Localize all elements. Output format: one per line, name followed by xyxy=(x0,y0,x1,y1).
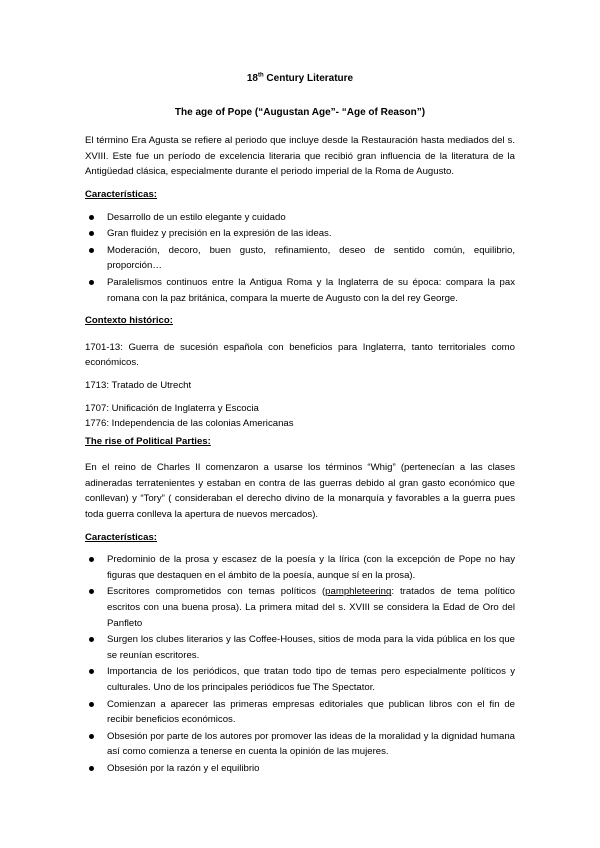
title-text: Century Literature xyxy=(263,73,354,84)
political-parties-paragraph: En el reino de Charles II comenzaron a usarse los términos “Whig” (pertenecían a las clases adineradas terratenientes y estaban en contra de las guerras debido al gran gasto económico que conllevan) y “Tory” ( consideraban el derecho divino de la monarquía y favorables a la guerra pues toda guerra conlleva la apertura de nuevos mercados). xyxy=(85,462,515,521)
bullet-icon xyxy=(89,702,94,707)
section-heading-caracteristicas-2: Características: xyxy=(85,531,157,543)
pamphleteering-term: pamphleteering xyxy=(325,586,392,598)
list-item-text: Comienzan a aparecer las primeras empresas editoriales que publican libros con el fin de recibir beneficios económicos. xyxy=(107,698,515,726)
history-event: 1707: Unificación de Inglaterra y Escocia xyxy=(85,402,259,414)
list-item-text: Moderación, decoro, buen gusto, refinamiento, deseo de sentido común, equilibrio, proporción… xyxy=(107,244,515,272)
list-item xyxy=(85,761,515,777)
bullet-icon xyxy=(89,734,94,739)
list-item xyxy=(85,552,515,583)
bullet-icon xyxy=(89,280,94,285)
bullet-icon xyxy=(89,231,94,236)
list-item xyxy=(85,243,515,274)
bullet-icon xyxy=(89,766,94,771)
list-item xyxy=(85,729,515,760)
section-heading-contexto-historico: Contexto histórico: xyxy=(85,315,173,327)
history-event: 1776: Independencia de las colonias Americanas xyxy=(85,418,294,430)
history-event: 1713: Tratado de Utrecht xyxy=(85,379,192,391)
bullet-icon xyxy=(89,248,94,253)
page-title xyxy=(85,71,515,87)
intro-paragraph: El término Era Agusta se refiere al periodo que incluye desde la Restauración hasta mediados del s. XVIII. Este fue un período de excelencia literaria que recibió gran influencia de la literatura de la Antigüedad clásica, especialmente durante el periodo imperial de la Roma de Augusto. xyxy=(85,135,515,178)
list-item xyxy=(85,210,515,226)
list-item xyxy=(85,697,515,728)
caracteristicas-list xyxy=(85,210,515,307)
list-item-text: Paralelismos continuos entre la Antigua Roma y la Inglaterra de su época: compara la pax romana con la paz británica, compara la muerte de Augusto con la del rey George. xyxy=(107,276,515,304)
list-item-text: Escritores comprometidos con temas políticos ( xyxy=(107,586,326,598)
list-item-text: Desarrollo de un estilo elegante y cuidado xyxy=(107,211,286,223)
list-item-text: Obsesión por la razón y el equilibrio xyxy=(107,762,260,774)
title-ordinal-suffix: th xyxy=(257,72,264,79)
page-subtitle: The age of Pope (“Augustan Age”- “Age of Reason”) xyxy=(174,106,426,118)
bullet-icon xyxy=(89,557,94,562)
list-item xyxy=(85,632,515,663)
list-item-text: Gran fluidez y precisión en la expresión de las ideas. xyxy=(107,228,332,240)
section-heading-political-parties: The rise of Political Parties: xyxy=(85,435,211,447)
bullet-icon xyxy=(89,669,94,674)
bullet-icon xyxy=(89,637,94,642)
list-item xyxy=(85,584,515,631)
document-content xyxy=(85,71,515,784)
list-item xyxy=(85,664,515,695)
list-item-text: Surgen los clubes literarios y las Coffee-Houses, sitios de moda para la vida pública en los que se reunían escritores. xyxy=(107,634,515,661)
section-heading-caracteristicas: Características: xyxy=(85,188,157,200)
bullet-icon xyxy=(89,589,94,594)
bullet-icon xyxy=(89,215,94,220)
list-item xyxy=(85,226,515,242)
list-item-text: Predominio de la prosa y escasez de la poesía y la lírica (con la excepción de Pope no hay figuras que destaquen en el ámbito de la poesía, aunque sí en la prosa). xyxy=(107,554,515,581)
list-item-text: Obsesión por parte de los autores por promover las ideas de la moralidad y la dignidad humana así como comienza a tenerse en cuenta la opinión de las mujeres. xyxy=(107,730,515,758)
list-item-text-continued: : tratados de tema político escritos con una buena prosa). La primera mitad del s. XVIII se considera la Edad de Oro del Panfleto xyxy=(107,586,516,629)
history-event: 1701-13: Guerra de sucesión española con beneficios para Inglaterra, tanto territoriales como económicos. xyxy=(85,341,515,369)
list-item-text: Importancia de los periódicos, que tratan todo tipo de temas pero especialmente políticos y culturales. Uno de los principales periódicos fue The Spectator. xyxy=(107,666,515,693)
list-item xyxy=(85,275,515,306)
title-number: 18 xyxy=(246,73,258,84)
caracteristicas-list-2 xyxy=(85,552,515,776)
